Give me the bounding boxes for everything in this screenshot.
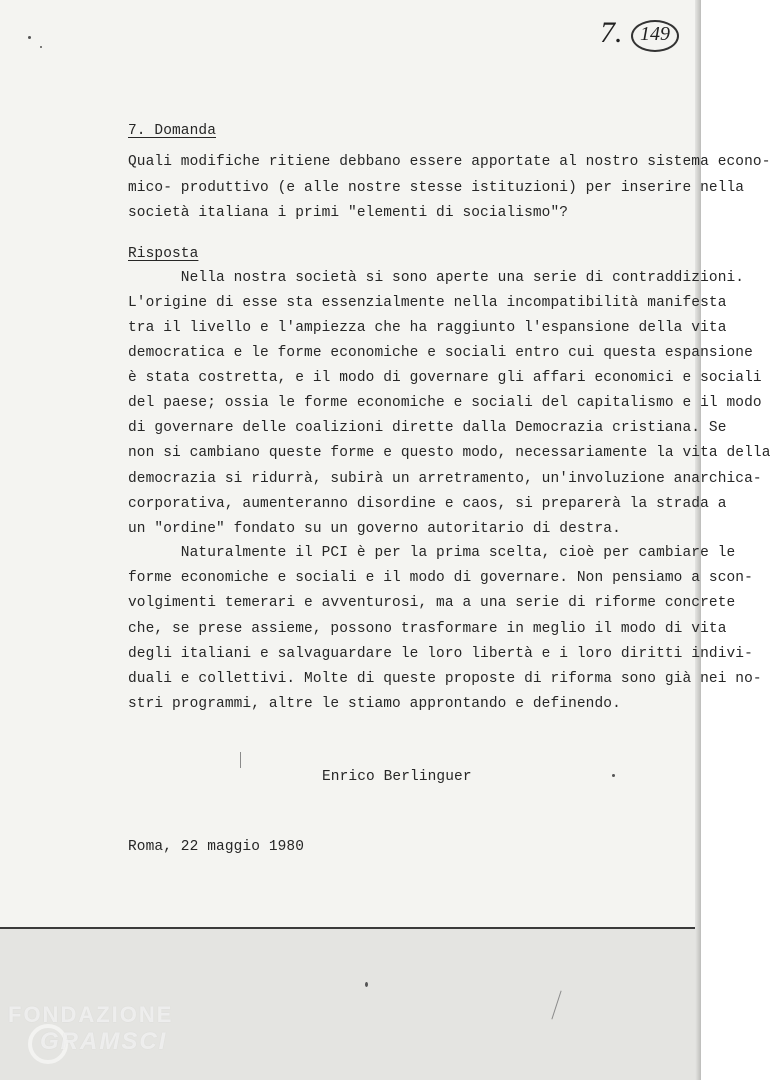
answer-line: Nella nostra società si sono aperte una serie di contraddizioni. <box>128 270 745 286</box>
answer-line: è stata costretta, e il modo di governare gli affari economici e sociali <box>128 370 762 386</box>
scan-mark <box>240 752 241 768</box>
place-date: Roma, 22 maggio 1980 <box>128 839 305 855</box>
answer-line: democrazia si ridurrà, subirà un arretramento, un'involuzione anarchica- <box>128 471 762 487</box>
page-number: 7. <box>600 16 623 49</box>
question-line: società italiana i primi "elementi di socialismo"? <box>128 205 569 221</box>
answer-line: Naturalmente il PCI è per la prima scelta, cioè per cambiare le <box>128 545 736 561</box>
answer-line: di governare delle coalizioni dirette dalla Democrazia cristiana. Se <box>128 420 727 436</box>
answer-line: volgimenti temerari e avventurosi, ma a una serie di riforme concrete <box>128 595 736 611</box>
scan-speck <box>28 36 31 39</box>
scan-speck <box>612 774 615 777</box>
horizontal-rule <box>0 927 701 929</box>
scan-speck <box>40 46 42 48</box>
answer-line: degli italiani e salvaguardare le loro libertà e i loro diritti indivi- <box>128 646 753 662</box>
answer-line: stri programmi, altre le stiamo approntando e definendo. <box>128 696 621 712</box>
answer-line: non si cambiano queste forme e questo modo, necessariamente la vita della <box>128 445 771 461</box>
answer-line: L'origine di esse sta essenzialmente nella incompatibilità manifesta <box>128 295 727 311</box>
question-line: Quali modifiche ritiene debbano essere apportate al nostro sistema econo- <box>128 154 771 170</box>
answer-line: del paese; ossia le forme economiche e sociali del capitalismo e il modo <box>128 395 762 411</box>
answer-line: corporativa, aumenteranno disordine e caos, si preparerà la strada a <box>128 496 727 512</box>
folio-number: 149 <box>640 23 670 45</box>
question-label: 7. Domanda <box>128 123 217 139</box>
signature: Enrico Berlinguer <box>322 769 472 785</box>
watermark-line2: GRAMSCI <box>40 1028 168 1055</box>
answer-line: un "ordine" fondato su un governo autoritario di destra. <box>128 521 621 537</box>
answer-line: tra il livello e l'ampiezza che ha raggiunto l'espansione della vita <box>128 320 727 336</box>
watermark-line1: FONDAZIONE <box>8 1002 174 1027</box>
answer-line: democratica e le forme economiche e sociali entro cui questa espansione <box>128 345 753 361</box>
answer-label: Risposta <box>128 246 199 262</box>
answer-line: che, se prese assieme, possono trasformare in meglio il modo di vita <box>128 621 727 637</box>
answer-line: duali e collettivi. Molte di queste proposte di riforma sono già nei no- <box>128 671 762 687</box>
scan-speck <box>365 982 368 987</box>
answer-line: forme economiche e sociali e il modo di governare. Non pensiamo a scon- <box>128 570 753 586</box>
question-line: mico- produttivo (e alle nostre stesse istituzioni) per inserire nella <box>128 180 745 196</box>
